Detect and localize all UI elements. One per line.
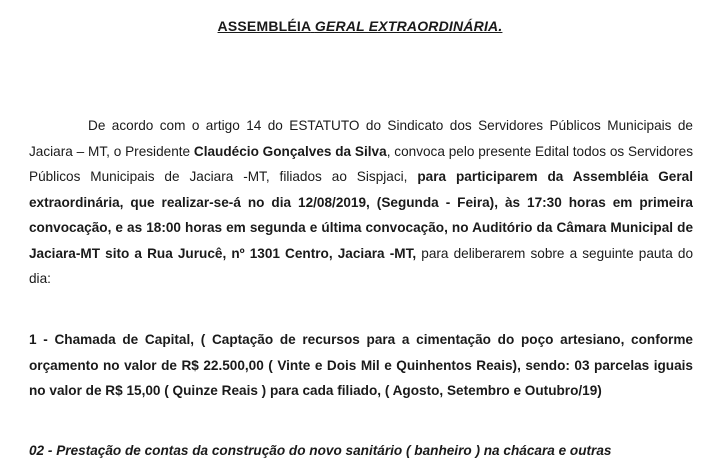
agenda-item-2 bbox=[29, 438, 693, 464]
document-title bbox=[0, 18, 720, 34]
agenda-item-2-text: Prestação de contas da construção do novo sanitário ( banheiro ) na chácara e outras bbox=[52, 443, 612, 458]
president-name: Claudécio Gonçalves da Silva bbox=[193, 143, 387, 159]
title-part1: ASSEMBLÉIA bbox=[217, 18, 311, 34]
intro-text-3: para deliberarem sobre a seguinte pauta do dia: bbox=[29, 245, 694, 286]
agenda-item-1-number: 1 - bbox=[29, 332, 48, 347]
agenda-item-1-text: Chamada de Capital, ( Captação de recursos para a cimentação do poço artesiano, conforme orçamento no valor de R$ 22.500,00 ( Vinte e Dois Mil e Quinhentos Reais), sendo: 03 parcelas iguais no valor de R$ 15,00 ( Quinze Reais ) para cada filiado, ( Agosto, Setembro e Outubro/19) bbox=[29, 332, 693, 398]
title-part2: GERAL EXTRAORDINÁRIA. bbox=[314, 18, 503, 34]
meeting-details: para participarem da Assembléia Geral extraordinária, que realizar-se-á no dia 12/08/2019, (Segunda - Feira), às 17:30 horas em primeira convocação, e as 18:00 horas em segunda e última convocação, no Auditório da Câmara Municipal de Jaciara-MT sito a Rua Jurucê, nº 1301 Centro, Jaciara -MT, bbox=[29, 169, 693, 261]
intro-text-2: , convoca pelo presente Edital todos os Servidores Públicos Municipais de Jaciara -MT, filiados ao Sispjaci, bbox=[29, 143, 693, 184]
agenda-item-2-number: 02 - bbox=[29, 443, 53, 458]
agenda-item-1 bbox=[29, 327, 693, 404]
intro-paragraph bbox=[29, 113, 693, 292]
intro-text-1: De acordo com o artigo 14 do ESTATUTO do Sindicato dos Servidores Públicos Municipais de Jaciara – MT, o Presidente bbox=[29, 118, 693, 159]
